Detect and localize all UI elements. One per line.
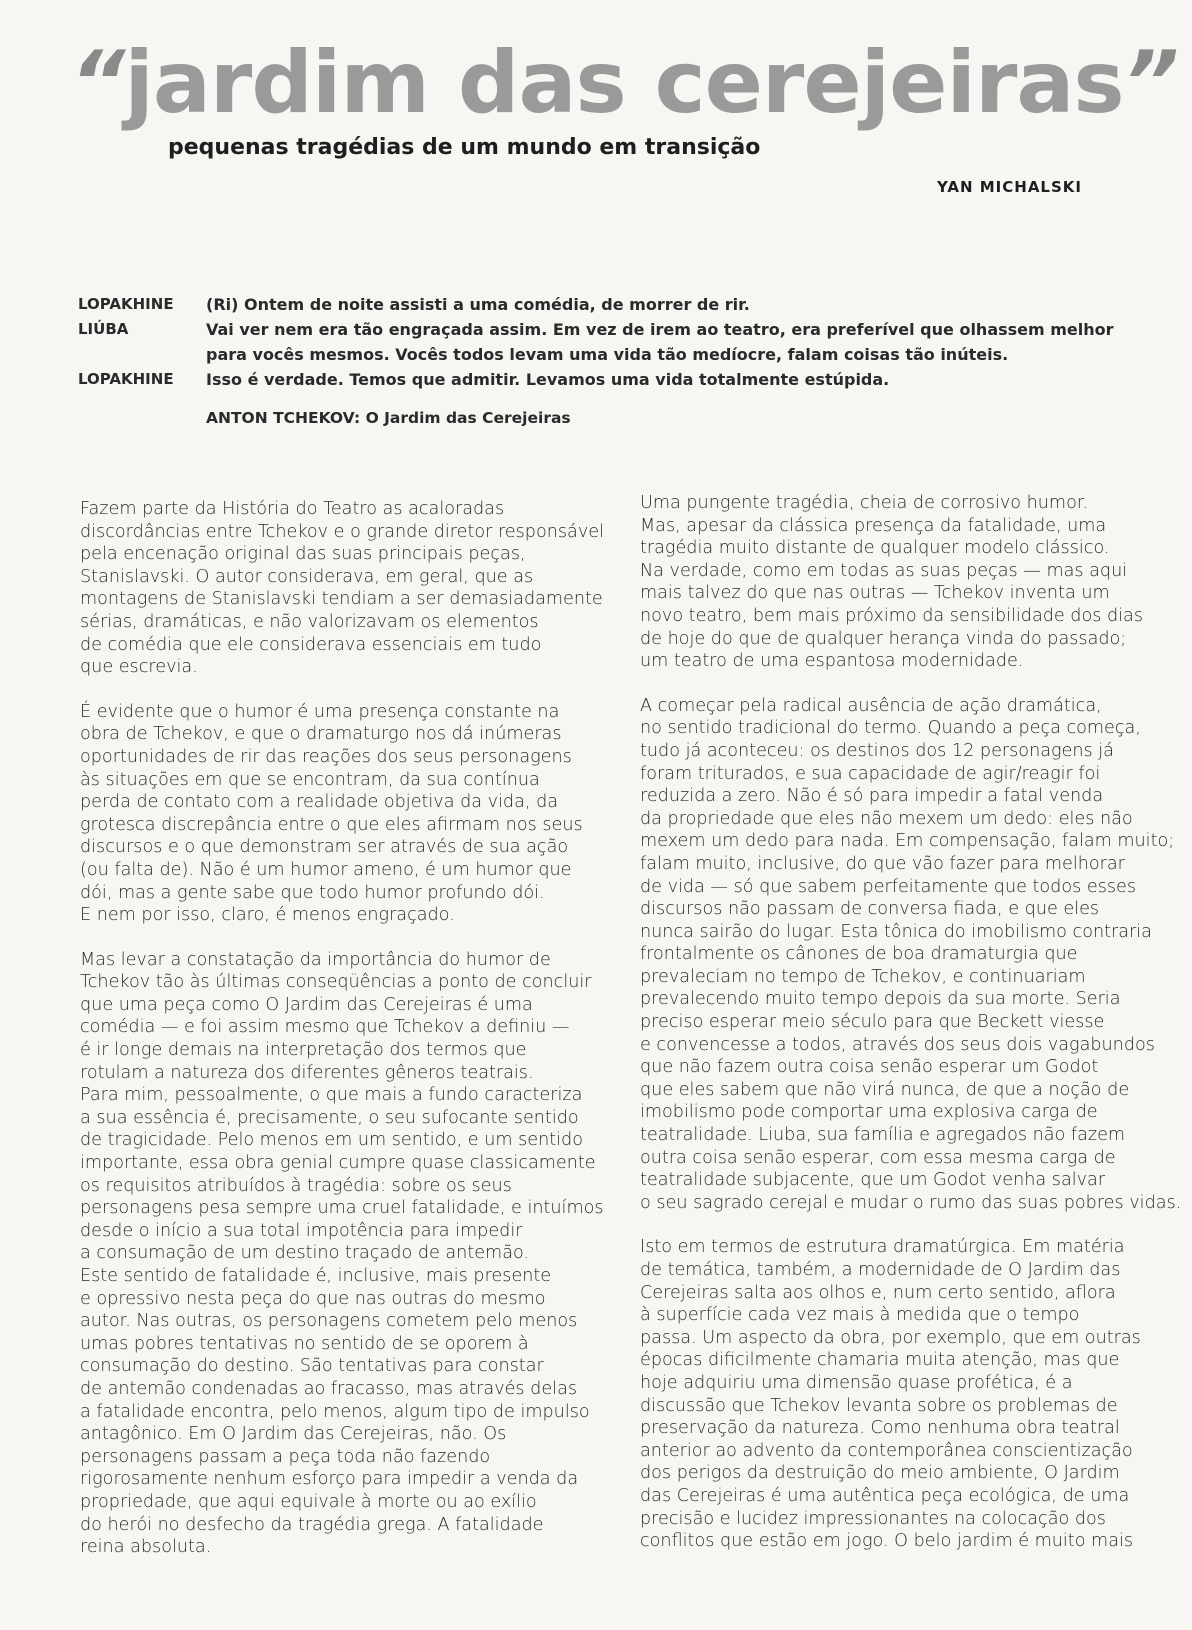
text-line: mais talvez do que nas outras — Tchekov inventa um	[640, 583, 1110, 604]
dialogue-line: Isso é verdade. Temos que admitir. Levamos uma vida totalmente estúpida.	[206, 370, 890, 389]
text-line: novo teatro, bem mais próximo da sensibilidade dos dias	[640, 605, 1144, 626]
text-line: Stanislavski. O autor considerava, em geral, que as	[80, 566, 534, 587]
text-line: Cerejeiras salta aos olhos e, num certo sentido, aflora	[640, 1282, 1116, 1303]
text-line: montagens de Stanislavski tendiam a ser demasiadamente	[80, 589, 603, 610]
text-line: de antemão condenadas ao fracasso, mas através delas	[80, 1378, 578, 1399]
text-line: Mas, apesar da clássica presença da fatalidade, uma	[640, 515, 1107, 536]
text-line: Fazem parte da História do Teatro as acaloradas	[80, 499, 505, 519]
epigraph-dialogue	[78, 292, 1138, 392]
text-line: desde o início a sua total impotência para impedir	[80, 1220, 523, 1241]
text-line: de temática, também, a modernidade de O Jardim das	[640, 1260, 1121, 1280]
text-line: anterior ao advento da contemporânea conscientização	[640, 1440, 1133, 1461]
dialogue-row	[78, 367, 1138, 392]
text-line: a sua essência é, precisamente, o seu sufocante sentido	[80, 1107, 579, 1128]
text-line: rigorosamente nenhum esforço para impedir a venda da	[80, 1469, 579, 1490]
text-line: antagônico. Em O Jardim das Cerejeiras, não. Os	[80, 1424, 507, 1445]
text-line: Mas levar a constatação da importância do humor de	[80, 949, 551, 970]
text-line: dói, mas a gente sabe que todo humor profundo dói.	[80, 882, 545, 903]
dialogue-speaker: LIÚBA	[78, 320, 129, 338]
text-line: frontalmente os cânones de boa dramaturgia que	[640, 944, 1078, 965]
text-line: à superfície cada vez mais à medida que o tempo	[640, 1305, 1080, 1326]
text-line: que escrevia.	[80, 657, 198, 678]
text-line: E nem por isso, claro, é menos engraçado.	[80, 905, 455, 926]
text-line: mexem um dedo para nada. Em compensação, falam muito;	[640, 831, 1175, 852]
text-line: falam muito, inclusive, do que vão fazer para melhorar	[640, 853, 1125, 874]
text-line: umas pobres tentativas no sentido de se oporem à	[80, 1333, 529, 1354]
dialogue-speaker: LOPAKHINE	[78, 295, 174, 313]
text-line: foram triturados, e sua capacidade de agir/reagir foi	[640, 763, 1101, 784]
text-line: passa. Um aspecto da obra, por exemplo, que em outras	[640, 1327, 1141, 1348]
text-line: É evidente que o humor é uma presença constante na	[80, 701, 560, 722]
text-line: personagens passam a peça toda não fazendo	[80, 1446, 491, 1467]
text-line: que uma peça como O Jardim das Cerejeiras é uma	[80, 994, 533, 1015]
text-line: precisão e lucidez impressionantes na colocação dos	[640, 1508, 1106, 1529]
text-line: nunca sairão do lugar. Esta tônica do imobilismo contraria	[640, 921, 1152, 942]
text-line: oportunidades de rir das reações dos seus personagens	[80, 746, 572, 767]
epigraph-source: ANTON TCHEKOV: O Jardim das Cerejeiras	[206, 409, 571, 427]
left-column	[80, 498, 610, 1581]
dialogue-row	[78, 292, 1138, 317]
body-paragraph	[80, 701, 610, 927]
body-paragraph	[80, 498, 610, 679]
text-line: da propriedade que eles não mexem um dedo: eles não	[640, 808, 1133, 829]
text-line: importante, essa obra genial cumpre quase classicamente	[80, 1153, 596, 1174]
text-line: e convencesse a todos, através dos seus dois vagabundos	[640, 1034, 1155, 1055]
body-paragraph	[80, 949, 610, 1559]
text-line: Isto em termos de estrutura dramatúrgica. Em matéria	[640, 1237, 1125, 1258]
text-line: discursos não passam de conversa fiada, e que eles	[640, 899, 1100, 920]
dialogue-line: para vocês mesmos. Vocês todos levam uma vida tão medíocre, falam coisas tão inúteis.	[206, 345, 1009, 364]
text-line: sérias, dramáticas, e não valorizavam os elementos	[80, 611, 539, 632]
text-line: de vida — só que sabem perfeitamente que todos esses	[640, 876, 1137, 897]
body-paragraph	[640, 695, 1182, 1215]
text-line: outra coisa senão esperar, com essa mesma carga de	[640, 1147, 1116, 1168]
text-line: comédia — e foi assim mesmo que Tchekov a definiu —	[80, 1017, 570, 1038]
text-line: discordâncias entre Tchekov e o grande diretor responsável	[80, 521, 604, 542]
text-line: Tchekov tão às últimas conseqüências a ponto de concluir	[80, 972, 592, 993]
text-line: discursos e o que demonstram ser através de sua ação	[80, 837, 569, 858]
text-line: preservação da natureza. Como nenhuma obra teatral	[640, 1418, 1120, 1439]
text-line: tudo já aconteceu: os destinos dos 12 personagens já	[640, 740, 1114, 761]
text-line: e opressivo nesta peça do que nas outras do mesmo	[80, 1288, 546, 1309]
text-line: obra de Tchekov, e que o dramaturgo nos dá inúmeras	[80, 724, 562, 745]
text-line: Este sentido de fatalidade é, inclusive, mais presente	[80, 1266, 552, 1286]
text-line: grotesca discrepância entre o que eles afirmam nos seus	[80, 814, 583, 835]
open-quote: “	[70, 33, 125, 133]
text-line: perda de contato com a realidade objetiva da vida, da	[80, 792, 559, 813]
article-title	[70, 28, 1180, 138]
text-line: prevalecendo muito tempo depois da sua morte. Seria	[640, 989, 1121, 1010]
text-line: imobilismo pode comportar uma explosiva carga de	[640, 1102, 1098, 1123]
text-line: às situações em que se encontram, da sua contínua	[80, 769, 540, 790]
dialogue-row	[78, 317, 1138, 342]
right-column	[640, 492, 1182, 1575]
text-line: discussão que Tchekov levanta sobre os problemas de	[640, 1395, 1118, 1416]
text-line: pela encenação original das suas principais peças,	[80, 544, 526, 565]
text-line: dos perigos da destruição do meio ambiente, O Jardim	[640, 1463, 1120, 1484]
text-line: de tragicidade. Pelo menos em um sentido, e um sentido	[80, 1130, 583, 1151]
text-line: é ir longe demais na interpretação dos termos que	[80, 1040, 527, 1061]
text-line: reina absoluta.	[80, 1537, 212, 1558]
text-line: autor. Nas outras, os personagens cometem pelo menos	[80, 1311, 578, 1332]
text-line: no sentido tradicional do termo. Quando a peça começa,	[640, 718, 1141, 739]
text-line: que eles sabem que não virá nunca, de que a noção de	[640, 1079, 1130, 1100]
dialogue-row	[78, 342, 1138, 367]
text-line: A começar pela radical ausência de ação dramática,	[640, 695, 1102, 716]
text-line: conflitos que estão em jogo. O belo jardim é muito mais	[640, 1531, 1134, 1552]
article-subtitle: pequenas tragédias de um mundo em transição	[168, 135, 761, 160]
close-quote: ”	[1123, 33, 1178, 133]
text-line: de hoje do que de qualquer herança vinda do passado;	[640, 628, 1127, 649]
text-line: tragédia muito distante de qualquer modelo clássico.	[640, 538, 1110, 559]
text-line: prevaleciam no tempo de Tchekov, e continuariam	[640, 966, 1086, 987]
text-line: personagens pesa sempre uma cruel fatalidade, e intuímos	[80, 1198, 604, 1219]
text-line: um teatro de uma espantosa modernidade.	[640, 651, 1024, 672]
body-paragraph	[640, 492, 1165, 673]
text-line: (ou falta de). Não é um humor ameno, é um humor que	[80, 859, 572, 880]
text-line: Uma pungente tragédia, cheia de corrosivo humor.	[640, 493, 1089, 513]
text-line: a consumação de um destino traçado de antemão.	[80, 1243, 530, 1264]
text-line: consumação do destino. São tentativas para constar	[80, 1356, 544, 1377]
text-line: épocas dificilmente chamaria muita atenção, mas que	[640, 1350, 1120, 1371]
text-line: a fatalidade encontra, pelo menos, algum tipo de impulso	[80, 1401, 590, 1422]
text-line: Para mim, pessoalmente, o que mais a fundo caracteriza	[80, 1085, 583, 1106]
text-line: que não fazem outra coisa senão esperar um Godot	[640, 1057, 1099, 1078]
dialogue-speaker: LOPAKHINE	[78, 370, 174, 388]
body-paragraph	[640, 1236, 1165, 1552]
text-line: de comédia que ele considerava essenciais em tudo	[80, 634, 542, 655]
title-text: jardim das cerejeiras	[124, 33, 1124, 133]
text-line: teatralidade. Liuba, sua família e agregados não fazem	[640, 1125, 1126, 1146]
text-line: do herói no desfecho da tragédia grega. A fatalidade	[80, 1514, 544, 1535]
text-line: preciso esperar meio século para que Beckett viesse	[640, 1012, 1105, 1033]
dialogue-speaker	[78, 342, 206, 367]
text-line: hoje adquiriu uma dimensão quase profética, é a	[640, 1372, 1073, 1393]
text-line: rotulam a natureza dos diferentes gêneros teatrais.	[80, 1062, 534, 1083]
text-line: o seu sagrado cerejal e mudar o rumo das suas pobres vidas.	[640, 1192, 1182, 1213]
text-line: os requisitos atribuídos à tragédia: sobre os seus	[80, 1175, 512, 1196]
text-line: propriedade, que aqui equivale à morte ou ao exílio	[80, 1491, 537, 1512]
text-line: teatralidade subjacente, que um Godot venha salvar	[640, 1170, 1106, 1191]
text-line: Na verdade, como em todas as suas peças — mas aqui	[640, 560, 1128, 581]
text-line: reduzida a zero. Não é só para impedir a fatal venda	[640, 786, 1104, 807]
dialogue-line: (Ri) Ontem de noite assisti a uma comédia, de morrer de rir.	[206, 295, 750, 314]
dialogue-line: Vai ver nem era tão engraçada assim. Em vez de irem ao teatro, era preferível que olhassem melhor	[206, 320, 1114, 339]
text-line: das Cerejeiras é uma autêntica peça ecológica, de uma	[640, 1485, 1130, 1506]
article-author: YAN MICHALSKI	[936, 178, 1082, 196]
